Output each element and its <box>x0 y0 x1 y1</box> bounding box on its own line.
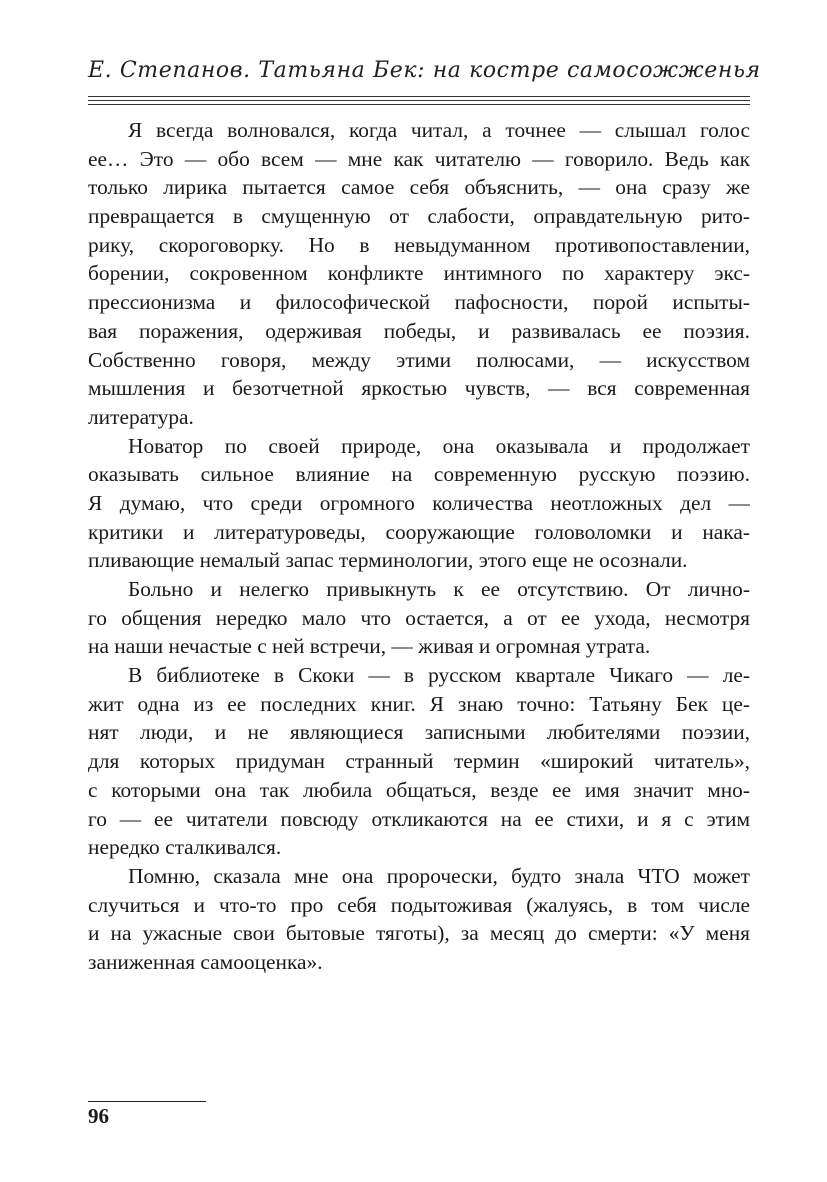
text-line: только лирика пытается самое себя объяснить, — она сразу же <box>88 175 750 200</box>
text-line: вая поражения, одерживая победы, и развивалась ее поэзия. <box>88 318 750 343</box>
text-line: Собственно говоря, между этими полюсами, — искусством <box>88 347 750 372</box>
text-line: для которых придуман странный термин «широкий читатель», <box>88 749 750 774</box>
footer-rule <box>88 1101 206 1102</box>
text-line: го — ее читатели повсюду откликаются на ее стихи, и я с этим <box>88 806 750 831</box>
header-rule-middle <box>88 100 750 101</box>
text-line: Новатор по своей природе, она оказывала и продолжает <box>128 433 750 458</box>
text-line: Я всегда волновался, когда читал, а точнее — слышал голос <box>128 118 750 142</box>
paragraph-1 <box>88 116 750 432</box>
text-line: на наши нечастые с ней встречи, — живая и огромная утрата. <box>88 634 651 659</box>
text-line: го общения нередко мало что остается, а от ее ухода, несмотря <box>88 605 750 630</box>
text-line: Помню, сказала мне она пророчески, будто знала ЧТО может <box>128 863 750 888</box>
text-line: нят люди, и не являющиеся записными любителями поэзии, <box>88 720 750 745</box>
text-line: литература. <box>88 404 194 429</box>
text-line: мышления и безотчетной яркостью чувств, — вся современная <box>88 376 750 401</box>
paragraph-5 <box>88 862 750 977</box>
text-line: прессионизма и философической пафосности, порой испыты- <box>88 290 750 315</box>
paragraph-4 <box>88 661 750 862</box>
text-line: критики и литературоведы, сооружающие головоломки и нака- <box>88 519 750 544</box>
text-line: превращается в смущенную от слабости, оправдательную рито- <box>88 204 750 229</box>
text-line: рику, скороговорку. Но в невыдуманном противопоставлении, <box>88 232 750 257</box>
text-line: Больно и нелегко привыкнуть к ее отсутствию. От лично- <box>128 577 750 601</box>
paragraph-2 <box>88 432 750 575</box>
text-line: и на ужасные свои бытовые тяготы), за месяц до смерти: «У меня <box>88 921 750 946</box>
running-header: Е. Степанов. Татьяна Бек: на костре самосожженья <box>88 58 761 83</box>
text-line: В библиотеке в Скоки — в русском квартале Чикаго — ле- <box>128 663 750 688</box>
page-number: 96 <box>88 1104 109 1128</box>
text-line: пливающие немалый запас терминологии, этого еще не осознали. <box>88 548 688 573</box>
text-line: заниженная самооценка». <box>88 949 323 974</box>
header-rule-bottom <box>88 104 750 105</box>
text-line: ее… Это — обо всем — мне как читателю — говорило. Ведь как <box>88 146 750 171</box>
header-rule-top <box>88 96 750 97</box>
text-line: нередко сталкивался. <box>88 835 282 860</box>
text-line: борении, сокровенном конфликте интимного по характеру экс- <box>88 261 750 286</box>
text-line: случиться и что-то про себя подытоживая (жалуясь, в том числе <box>88 892 750 917</box>
text-line: Я думаю, что среди огромного количества неотложных дел — <box>88 490 750 515</box>
text-line: оказывать сильное влияние на современную русскую поэзию. <box>88 462 750 487</box>
text-line: жит одна из ее последних книг. Я знаю точно: Татьяну Бек це- <box>88 691 750 716</box>
text-line: с которыми она так любила общаться, везде ее имя значит мно- <box>88 777 750 802</box>
body-text <box>88 116 750 977</box>
paragraph-3 <box>88 575 750 661</box>
